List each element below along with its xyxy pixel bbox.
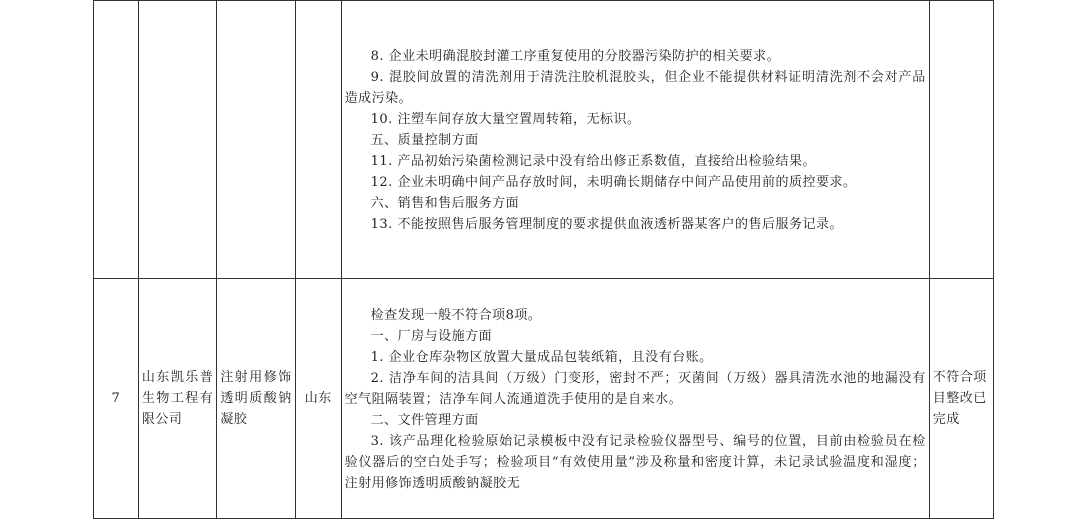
issue-line: 13. 不能按照售后服务管理制度的要求提供血液透析器某客户的售后服务记录。 [370, 216, 843, 232]
issue-line: 3. 该产品理化检验原始记录模板中没有记录检验仪器型号、编号的位置，目前由检验员在检验仪器后的空白处手写；检验项目“有效使用量”涉及称量和密度计算，未记录试验温度和湿度；注射用修饰透明质酸钠凝胶无 [344, 433, 926, 491]
issue-section-heading: 五、质量控制方面 [370, 132, 479, 148]
issue-line: 8. 企业未明确混胶封灌工序重复使用的分胶器污染防护的相关要求。 [370, 48, 781, 64]
cell-company-name [138, 279, 216, 519]
cell-row-number: 7 [94, 279, 139, 519]
issue-line: 9. 混胶间放置的清洗剂用于清洗注胶机混胶头，但企业不能提供材料证明清洗剂不会对产品造成污染。 [344, 69, 926, 106]
rectification-status: 不符合项目整改已完成 [932, 370, 987, 427]
company-name: 山东凯乐普生物工程有限公司 [141, 370, 214, 427]
issue-line: 10. 注塑车间存放大量空置周转箱，无标识。 [370, 111, 641, 127]
cell-region: 山东 [295, 279, 341, 519]
issue-line: 12. 企业未明确中间产品存放时间，未明确长期储存中间产品使用前的质控要求。 [370, 174, 857, 190]
table-row-7 [94, 279, 994, 519]
inspection-results-table [93, 0, 994, 519]
cell-issues-row-7 [341, 279, 929, 519]
issue-section-heading: 六、销售和售后服务方面 [370, 195, 520, 211]
issue-section-heading: 二、文件管理方面 [370, 412, 479, 428]
issue-summary: 检查发现一般不符合项8项。 [370, 307, 542, 323]
cell-issues-continued [341, 1, 929, 279]
issue-section-heading: 一、厂房与设施方面 [370, 328, 493, 344]
cell-product-name [217, 279, 295, 519]
issue-line: 2. 洁净车间的洁具间（万级）门变形，密封不严；灭菌间（万级）器具清洗水池的地漏没有空气阻隔装置；洁净车间人流通道洗手使用的是自来水。 [344, 370, 926, 407]
cell-status-empty [929, 1, 993, 279]
issue-line: 1. 企业仓库杂物区放置大量成品包装纸箱，且没有台账。 [370, 349, 713, 365]
cell-product-empty [217, 1, 295, 279]
table-row-continued [94, 1, 994, 279]
cell-status [929, 279, 993, 519]
issue-line: 11. 产品初始污染菌检测记录中没有给出修正系数值，直接给出检验结果。 [370, 153, 816, 169]
cell-company-empty [138, 1, 216, 279]
product-name: 注射用修饰透明质酸钠凝胶 [220, 370, 292, 427]
cell-no-empty [94, 1, 139, 279]
cell-region-empty [295, 1, 341, 279]
